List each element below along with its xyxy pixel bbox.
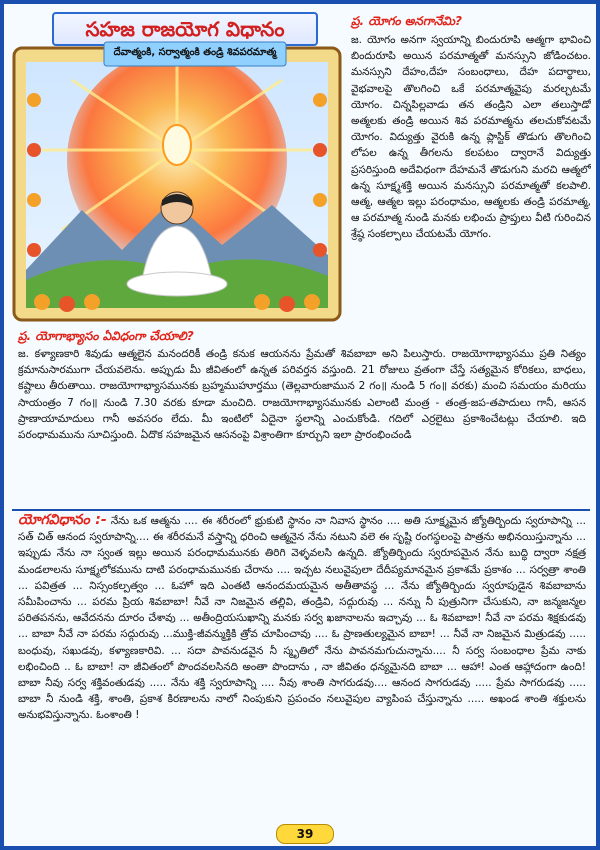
question-heading-yoga: ప్ర. యోగం అనగానేమి?: [351, 14, 462, 28]
yoga-method-heading: యోగవిధానం :-: [18, 512, 107, 528]
page-number-badge: 39: [276, 824, 334, 844]
meditation-illustration: [12, 40, 342, 326]
page-title: సహజ రాజయోగ విధానం: [52, 12, 318, 46]
illustration-svg: [12, 40, 342, 326]
illustration-banner-text: దేవాత్మంకి, సర్వాత్మంకి తండ్రి శివపరమాత్మ: [113, 47, 277, 58]
jyoti-point: [163, 125, 191, 165]
answer-yoga: జ. యోగం అనగా స్వయాన్ని బిందురూపి ఆత్మగా భావించి బిందురూపి అయిన పరమాత్మతో మనస్సుని జోడించటం. మనస్సుని దేహం,దేహ సంబంధాలు, దేహ పదార్థాలు, వైభవాలపై తొలగించి ఒకే పరమాత్మవైపు మరల్చటమే యోగం. చిన్నపిల్లవాడు తన తండ్రిని ఎలా తలుస్తాడో అత్మలకు తండ్రి అయిన శివ పరమాత్మను తలచుకోవటమే యోగం. విద్యుత్తు వైరుకి ఉన్న ప్లాస్టిక్ తొడుగు తొలగించి లోపల ఉన్న తీగలను కలపటం ద్వారానే విద్యుత్తు ప్రసరిస్తుంది అదేవిధంగా దేహమనే తొడుగుని మరచి ఆత్మలో ఉన్న సూక్ష్మశక్తి అయిన మనస్సుని పరమాత్మతో కలపాలి. ఆత్మ, ఆత్మల ఇల్లు పరంధామం, ఆత్మలకు తండ్రి పరమాత్మ, ఆ పరమాత్మ నుండి మనకు లభించు ప్రాప్తులు వీటి గురించిన శ్రేష్ఠ సంకల్పాలు చేయటమే యోగం.: [351, 34, 591, 241]
yoga-method-body: నేను ఒక ఆత్మను .... ఈ శరీరంలో భ్రుకుటి స్థానం నా నివాస స్థానం .... అతి సూక్ష్మమైన జ్యోతిర్బిందు స్వరూపాన్ని ... సత్ చిత్ ఆనంద స్వరూపాన్ని.... ఈ శరీరమనే వస్త్రాన్ని ధరించి ఆత్మనైన నేను నటుని వలె ఈ సృష్టి రంగస్థలంపై పాత్రను అభినయిస్తున్నాను ... ఇప్పుడు నేను నా స్వంత ఇల్లు అయిన పరంధామమునకు తిరిగి వెళ్ళవలసి ఉన్నది. జ్యోతిర్బిందు స్వరూపమైన నేను బుద్ధి ద్వారా నక్షత్ర మండలాలను సూక్ష్మలోకమును దాటి పరంధామమునకు చేరాను .... ఇచ్చట నలువైపులా దేదీప్యమానమైన ప్రకాశమే ప్రకాశం ... సర్వత్రా శాంతి ... పవిత్రత ... నిస్సంకల్పత్వం ... ఓహో ఇది ఎంతటి ఆనందమయమైన అతీతావస్థ ... నేను జ్యోతిర్బిందు స్వరూపుడైన శివబాబాను సమీపించాను ... పరమ ప్రియ శివబాబా! నీవే నా నిజమైన తల్లివి, తండ్రివి, సద్గురువు ... నన్ను నీ పుత్రునిగా చేసుకుని, నా జన్మజన్మల పరితపనను, ఆవేదనను దూరం చేశావు ... అతీంద్రియసుఖాన్ని మనకు సర్వ ఖజానాలను ఇచ్చావు ... ఓ శివబాబా! నీవే నా పరమ శిక్షకుడవు ... బాబా నీవే నా పరమ సద్గురువు ...ముక్తి-జీవన్ముక్తికి త్రోవ చూపించావు .... ఓ ప్రాణతుల్యమైన బాబా! ... నీవే నా నిజమైన మిత్రుడవు ..... బంధువు, సఖుడవు, కళ్యాణకారివి. ... సదా పావనుడవైన నీ స్మృతిలో నేను పావనమగుచున్నాను.... నీ సర్వ సంబంధాల ప్రేమ నాకు లభించింది .. ఓ బాబా! నా జీవితంలో పొందవలసినది అంతా పొందాను , నా జీవితం ధన్యమైనది బాబా ... ఆహా! ఎంత ఆహ్లాదంగా ఉంది! బాబా నీవు సర్వ శక్తివంతుడవు ..... నేను శక్తి స్వరూపాన్ని .... నీవు శాంతి సాగరుడవు.... ఆనంద సాగరుడవు ..... ప్రేమ సాగరుడవు ..... బాబా నీ నుండి శక్తి, శాంతి, ప్రకాశ కిరణాలను నాలో నింపుకుని ప్రపంచం నలువైపుల వ్యాపింప చేస్తున్నాను ..... అఖండ శాంతి శక్తులను అనుభవిస్తున్నాను. ఓంశాంతి !: [18, 515, 586, 722]
section-divider: [12, 509, 590, 511]
question-heading-practice: ప్ర. యోగాభ్యాసం ఏవిధంగా చేయాలి?: [18, 329, 194, 343]
yoga-method-paragraph: [18, 512, 586, 832]
answer-practice: జ. కళ్యాణకారి శివుడు ఆత్మలైన మనందరికీ తండ్రి కనుక ఆయనను ప్రేమతో శివబాబా అని పిలుస్తారు. రాజయోగాభ్యాసము ప్రతి నిత్యం క్రమానుసారముగా చేయవలెను. అప్పుడు మీ జీవితంలో ఉన్నత పరివర్తన వస్తుంది. 21 రోజులు వ్రతంగా చేస్తే సత్యమైన కోరికలు, బాధలు, కష్టాలు తీరుతాయి. రాజయోగాభ్యాసమునకు బ్రహ్మముహూర్తము (తెల్లవారుజామున 2 గం॥ నుండి 5 గం॥ వరకు) మంచి సమయం మరియు సాయంత్రం 7 గం॥ నుండి 7.30 వరకు కూడా మంచిది. రాజయోగాభ్యాసమునకు ఎలాంటి మంత్ర - తంత్ర-జప-తపాదులు గానీ, ఆసన ప్రాణాయామాదులు గానీ అవసరం లేదు. మీ ఇంటిలో ఏదైనా స్థలాన్ని ఎంచుకోండి. గదిలో ఎర్రలైటు ప్రకాశించేటట్లు చేయాలి. ఇది పరంధామమును సూచిస్తుంది. ఏదొక సహజమైన ఆసనంపై విశ్రాంతిగా కూర్చుని ఇలా ప్రారంభించండి: [18, 348, 586, 442]
